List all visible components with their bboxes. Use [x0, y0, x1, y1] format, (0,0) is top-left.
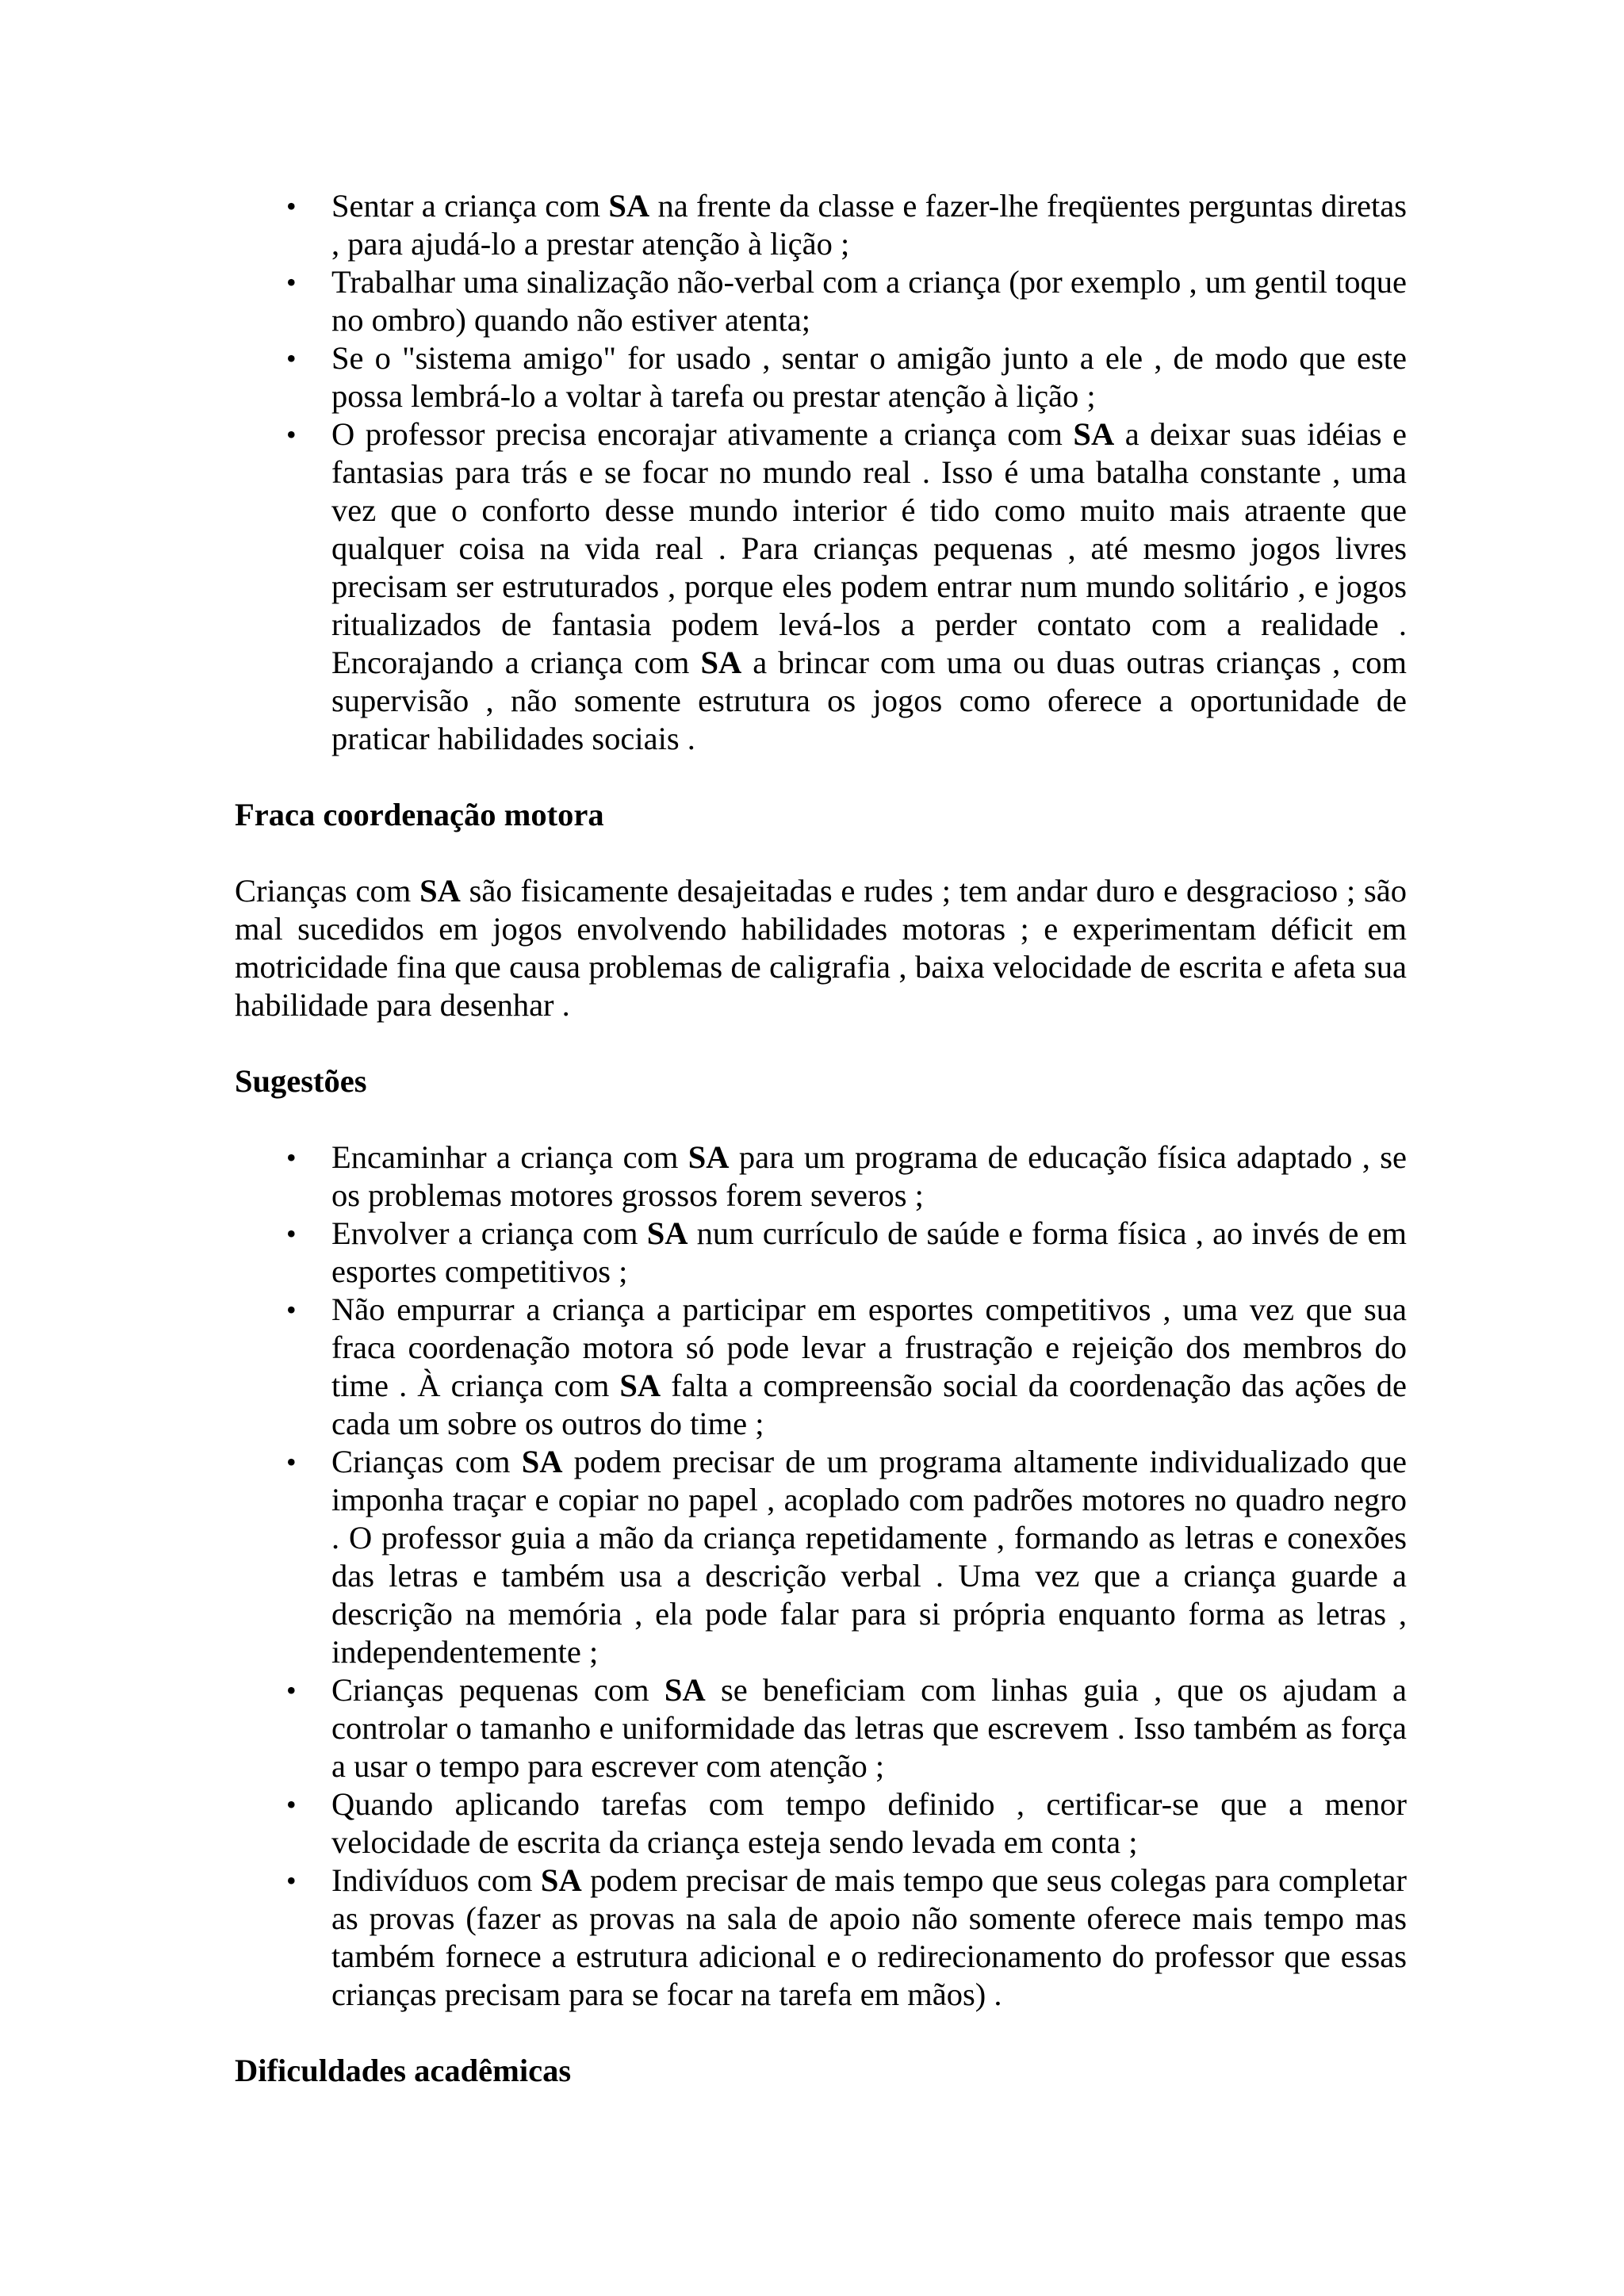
list-item: • Encaminhar a criança com SA para um programa de educação física adaptado , se os problemas motores grossos forem severos ;	[286, 1139, 1407, 1213]
list-item: • O professor precisa encorajar ativamente a criança com SA a deixar suas idéias e fantasias para trás e se focar no mundo real . Isso é uma batalha constante , uma vez que o conforto desse mundo interior é tido como muito mais atraente que qualquer coisa na vida real . Para crianças pequenas , até mesmo jogos livres precisam ser estruturados , porque eles podem entrar num mundo solitário , e jogos ritualizados de fantasia podem levá-los a perder contato com a realidade . Encorajando a criança com SA a brincar com uma ou duas outras crianças , com supervisão , não somente estrutura os jogos como oferece a oportunidade de praticar habilidades sociais .	[286, 416, 1407, 756]
list-item: • Se o "sistema amigo" for usado , sentar o amigão junto a ele , de modo que este possa lembrá-lo a voltar à tarefa ou prestar atenção à lição ;	[286, 340, 1407, 414]
bullet-icon: •	[286, 1674, 297, 1706]
attention-suggestions-list	[235, 187, 1407, 758]
list-item: • Não empurrar a criança a participar em esportes competitivos , uma vez que sua fraca coordenação motora só pode levar a frustração e rejeição dos membros do time . À criança com SA falta a compreensão social da coordenação das ações de cada um sobre os outros do time ;	[286, 1292, 1407, 1441]
list-item: • Indivíduos com SA podem precisar de mais tempo que seus colegas para completar as provas (fazer as provas na sala de apoio não somente oferece mais tempo mas também fornece a estrutura adicional e o redirecionamento do professor que essas crianças precisam para se focar na tarefa em mãos) .	[286, 1862, 1407, 2012]
list-item: • Sentar a criança com SA na frente da classe e fazer-lhe freqüentes perguntas diretas , para ajudá-lo a prestar atenção à lição ;	[286, 188, 1408, 262]
bullet-icon: •	[286, 266, 297, 298]
bullet-icon: •	[286, 190, 297, 222]
section-heading-academic: Dificuldades acadêmicas	[235, 2053, 572, 2088]
motor-suggestions-list	[235, 1138, 1407, 2014]
motor-paragraph: Crianças com SA são fisicamente desajeitadas e rudes ; tem andar duro e desgracioso ; são mal sucedidos em jogos envolvendo habilidades motoras ; e experimentam déficit em motricidade fina que causa problemas de caligrafia , baixa velocidade de escrita e afeta sua habilidade para desenhar .	[235, 873, 1407, 1023]
bullet-icon: •	[286, 1294, 297, 1326]
document-page	[235, 187, 1407, 2090]
list-item: • Crianças com SA podem precisar de um programa altamente individualizado que imponha traçar e copiar no papel , acoplado com padrões motores no quadro negro . O professor guia a mão da criança repetidamente , formando as letras e conexões das letras e também usa a descrição verbal . Uma vez que a criança guarde a descrição na memória , ela pode falar para si própria enquanto forma as letras , independentemente ;	[286, 1444, 1407, 1670]
bullet-icon: •	[286, 419, 297, 450]
list-item: • Envolver a criança com SA num currículo de saúde e forma física , ao invés de em esportes competitivos ;	[286, 1215, 1407, 1289]
section-heading-suggestions: Sugestões	[235, 1063, 367, 1099]
bullet-icon: •	[286, 342, 297, 374]
bullet-icon: •	[286, 1789, 297, 1820]
bullet-icon: •	[286, 1865, 297, 1896]
list-item: • Trabalhar uma sinalização não-verbal com a criança (por exemplo , um gentil toque no ombro) quando não estiver atenta;	[286, 264, 1407, 338]
bullet-icon: •	[286, 1446, 297, 1478]
list-item: • Crianças pequenas com SA se beneficiam com linhas guia , que os ajudam a controlar o tamanho e uniformidade das letras que escrevem . Isso também as força a usar o tempo para escrever com atenção ;	[286, 1672, 1408, 1784]
bullet-icon: •	[286, 1218, 297, 1249]
list-item: • Quando aplicando tarefas com tempo definido , certificar-se que a menor velocidade de escrita da criança esteja sendo levada em conta ;	[286, 1786, 1407, 1860]
section-heading-motor: Fraca coordenação motora	[235, 797, 604, 832]
bullet-icon: •	[286, 1142, 297, 1173]
